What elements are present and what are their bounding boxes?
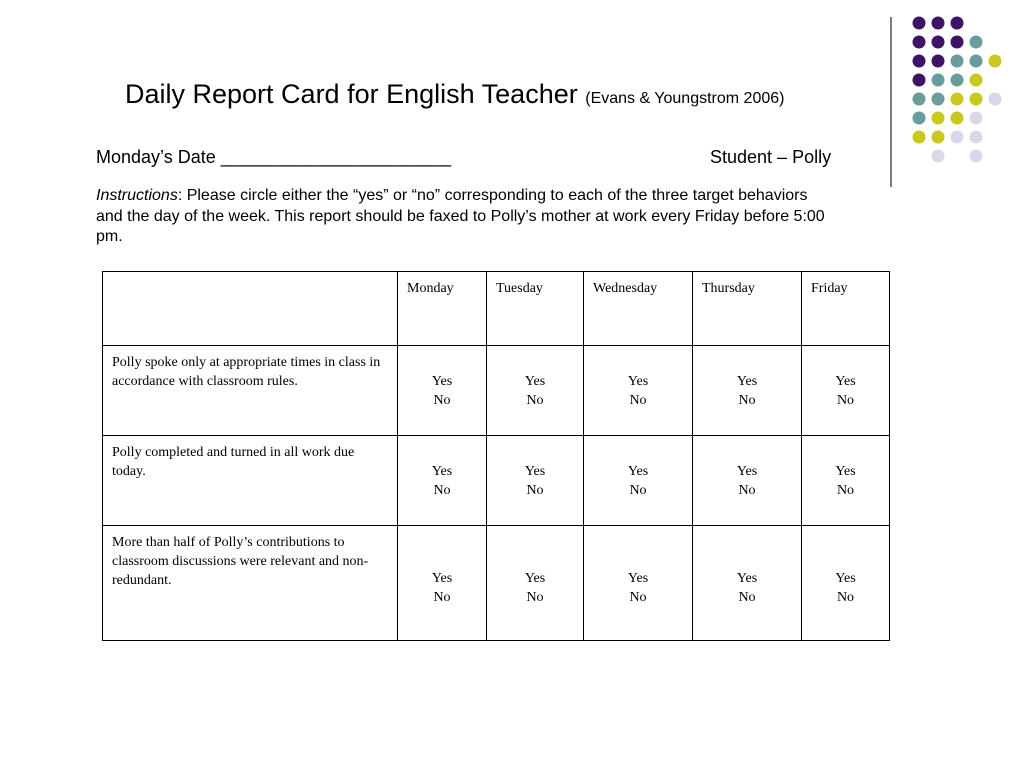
decor-dot (913, 93, 926, 106)
date-line: Monday’s Date _______________________ (96, 147, 451, 167)
decor-dot (951, 17, 964, 30)
vertical-divider (890, 17, 892, 187)
yes-option[interactable]: Yes (835, 571, 856, 586)
decor-dot (932, 55, 945, 68)
decor-dot (913, 112, 926, 125)
decor-dot (989, 93, 1002, 106)
behavior-cell: Polly spoke only at appropriate times in class in accordance with classroom rules. (103, 346, 398, 436)
answer-cell (802, 526, 890, 641)
decor-dot (932, 93, 945, 106)
decor-dot (951, 74, 964, 87)
no-option[interactable]: No (836, 482, 855, 498)
behavior-cell: More than half of Polly’s contributions to classroom discussions were relevant and non-redundant. (103, 526, 398, 641)
answer-cell (693, 436, 802, 526)
decor-dot (970, 131, 983, 144)
answer-cell (584, 346, 693, 436)
answer-cell (487, 436, 584, 526)
decor-dot (932, 36, 945, 49)
decor-dot (989, 55, 1002, 68)
decor-dot (970, 112, 983, 125)
answer-cell (398, 436, 487, 526)
no-option[interactable]: No (526, 482, 544, 498)
decor-dot (970, 74, 983, 87)
yes-option[interactable]: Yes (431, 373, 453, 389)
decor-dot (951, 131, 964, 144)
answer-cell (487, 526, 584, 641)
decor-dot (932, 112, 945, 125)
table-row (103, 436, 890, 526)
no-option[interactable]: No (433, 392, 451, 408)
no-option[interactable]: No (629, 590, 647, 605)
decor-dot (913, 55, 926, 68)
yes-option[interactable]: Yes (736, 373, 758, 389)
yes-option[interactable]: Yes (431, 463, 453, 479)
no-option[interactable]: No (836, 392, 855, 408)
yes-option[interactable]: Yes (835, 373, 856, 389)
day-header-wednesday: Wednesday (584, 272, 693, 346)
yes-option[interactable]: Yes (627, 463, 649, 479)
instructions-text: : Please circle either the “yes” or “no” corresponding to each of the three target behaviors and the day of the week. This report should be faxed to Polly’s mother at work every Friday before 5:00 pm. (96, 187, 825, 245)
no-option[interactable]: No (738, 392, 756, 408)
day-header-thursday: Thursday (693, 272, 802, 346)
answer-cell (398, 346, 487, 436)
decor-dot (970, 93, 983, 106)
report-card-table (102, 271, 890, 641)
yes-option[interactable]: Yes (835, 463, 856, 479)
corner-cell (103, 272, 398, 346)
no-option[interactable]: No (433, 590, 451, 605)
decor-dot (970, 55, 983, 68)
yes-option[interactable]: Yes (524, 571, 546, 586)
no-option[interactable]: No (526, 392, 544, 408)
answer-cell (802, 346, 890, 436)
table-row (103, 526, 890, 641)
no-option[interactable]: No (629, 482, 647, 498)
day-header-monday: Monday (398, 272, 487, 346)
no-option[interactable]: No (433, 482, 451, 498)
no-option[interactable]: No (738, 590, 756, 605)
decor-dot (970, 150, 983, 163)
table-row (103, 346, 890, 436)
decor-dot (951, 55, 964, 68)
decor-dot (932, 17, 945, 30)
no-option[interactable]: No (526, 590, 544, 605)
page-title (125, 76, 784, 117)
answer-cell (584, 526, 693, 641)
decor-dot (932, 74, 945, 87)
answer-cell (584, 436, 693, 526)
behavior-cell: Polly completed and turned in all work due today. (103, 436, 398, 526)
decor-dot (951, 36, 964, 49)
decor-dot (951, 112, 964, 125)
yes-option[interactable]: Yes (736, 571, 758, 586)
yes-option[interactable]: Yes (524, 463, 546, 479)
instructions (96, 186, 826, 248)
decor-dot (913, 17, 926, 30)
instructions-label: Instructions (96, 187, 178, 204)
answer-cell (693, 526, 802, 641)
decor-dot (932, 131, 945, 144)
title-citation: (Evans & Youngstrom 2006) (585, 90, 785, 107)
yes-option[interactable]: Yes (627, 373, 649, 389)
answer-cell (693, 346, 802, 436)
yes-option[interactable]: Yes (431, 571, 453, 586)
decor-dot (913, 36, 926, 49)
yes-option[interactable]: Yes (736, 463, 758, 479)
day-header-friday: Friday (802, 272, 890, 346)
title-main: Daily Report Card for English Teacher (125, 79, 578, 109)
no-option[interactable]: No (836, 590, 855, 605)
decor-dot (970, 36, 983, 49)
decor-dot (951, 93, 964, 106)
decor-dot (913, 74, 926, 87)
student-line: Student – Polly (710, 147, 832, 167)
yes-option[interactable]: Yes (524, 373, 546, 389)
answer-cell (487, 346, 584, 436)
decor-dot (913, 131, 926, 144)
no-option[interactable]: No (629, 392, 647, 408)
answer-cell (398, 526, 487, 641)
no-option[interactable]: No (738, 482, 756, 498)
day-header-tuesday: Tuesday (487, 272, 584, 346)
table-header-row (103, 272, 890, 346)
decor-dot (932, 150, 945, 163)
yes-option[interactable]: Yes (627, 571, 649, 586)
answer-cell (802, 436, 890, 526)
